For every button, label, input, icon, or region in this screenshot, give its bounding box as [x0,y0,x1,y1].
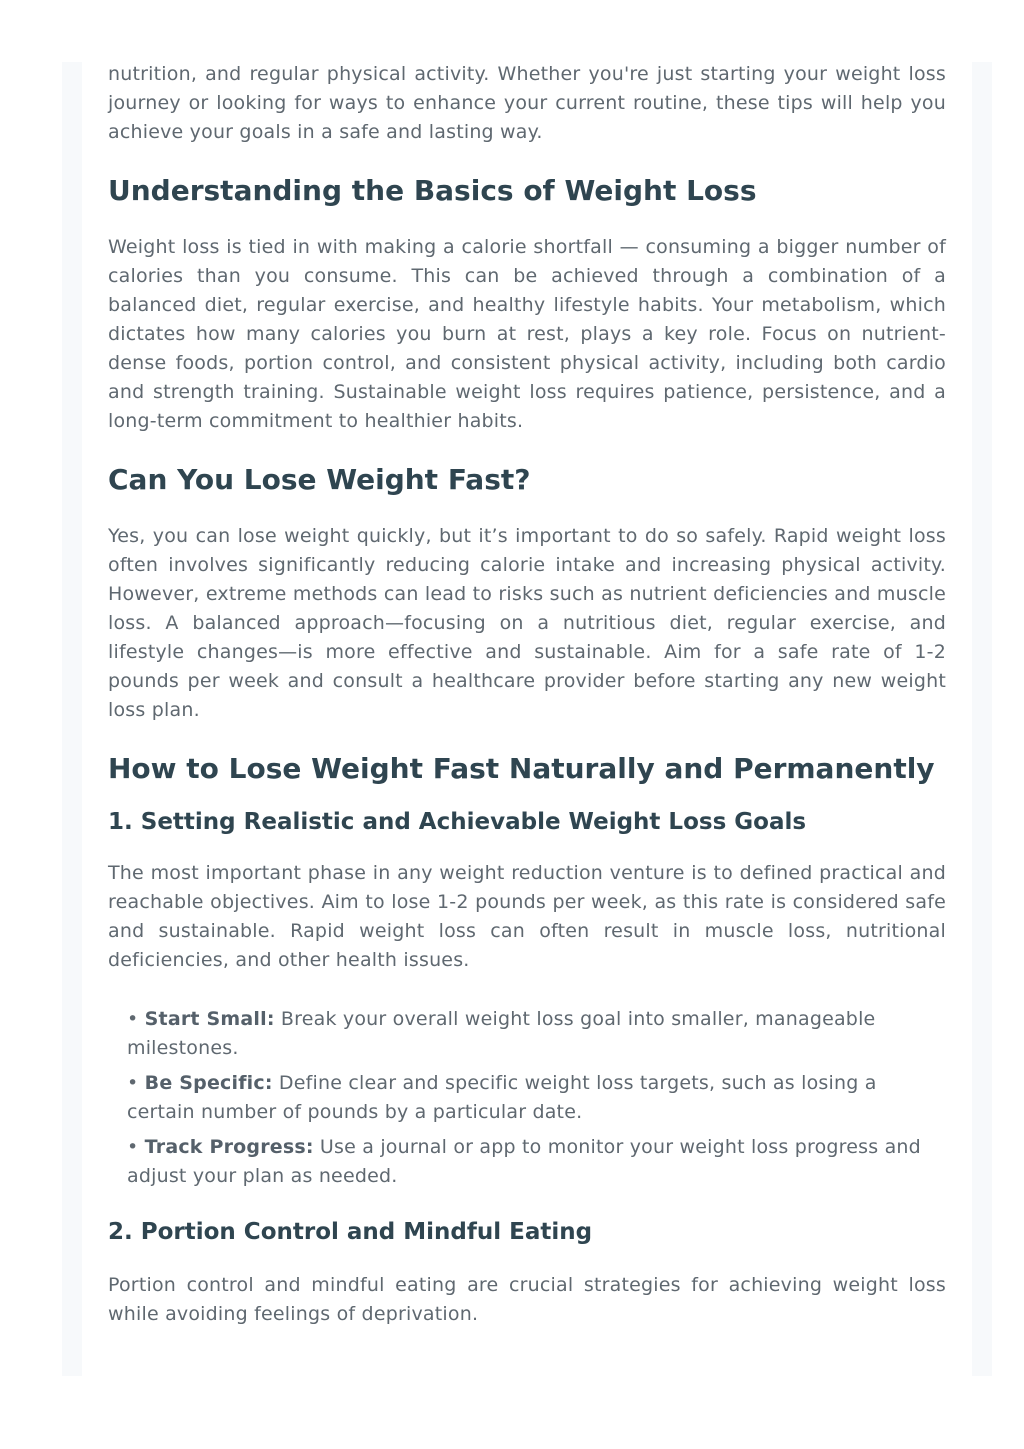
subheading-portion: 2. Portion Control and Mindful Eating [108,1219,593,1245]
list-item [127,1069,946,1127]
article-content [82,62,972,1376]
heading-basics: Understanding the Basics of Weight Loss [108,174,757,207]
bullet-label: Start Small: [144,1008,275,1030]
bullet-label: Track Progress: [144,1136,314,1158]
heading-lose-fast: Can You Lose Weight Fast? [108,463,531,496]
bullet-dot: • [127,1008,139,1030]
goals-bullet-list [108,1005,946,1191]
bullet-text: Define clear and specific weight loss targets, such as losing a certain number of pounds by a particular date. [127,1072,877,1123]
bullet-text: Use a journal or app to monitor your weight loss progress and adjust your plan as needed. [127,1136,921,1187]
bullet-dot: • [127,1072,139,1094]
intro-paragraph: nutrition, and regular physical activity. Whether you're just starting your weight loss journey or looking for ways to enhance your current routine, these tips will help you achieve your goals in a safe and lasting way. [108,63,946,143]
paragraph-portion: Portion control and mindful eating are crucial strategies for achieving weight loss while avoiding feelings of deprivation. [108,1274,946,1325]
list-item [127,1005,946,1063]
bullet-label: Be Specific: [144,1072,273,1094]
list-item [127,1133,946,1191]
heading-naturally: How to Lose Weight Fast Naturally and Permanently [108,752,935,785]
article-body [108,62,946,1329]
subheading-goals: 1. Setting Realistic and Achievable Weight Loss Goals [108,809,807,835]
bullet-dot: • [127,1136,139,1158]
paragraph-basics: Weight loss is tied in with making a calorie shortfall — consuming a bigger number of calories than you consume. This can be achieved through a combination of a balanced diet, regular exercise, and healthy lifestyle habits. Your metabolism, which dictates how many calories you burn at rest, plays a key role. Focus on nutrient-dense foods, portion control, and consistent physical activity, including both cardio and strength training. Sustainable weight loss requires patience, persistence, and a long-term commitment to healthier habits. [108,236,946,432]
paragraph-lose-fast: Yes, you can lose weight quickly, but it’s important to do so safely. Rapid weight loss often involves significantly reducing calorie intake and increasing physical activity. However, extreme methods can lead to risks such as nutrient deficiencies and muscle loss. A balanced approach—focusing on a nutritious diet, regular exercise, and lifestyle changes—is more effective and sustainable. Aim for a safe rate of 1-2 pounds per week and consult a healthcare provider before starting any new weight loss plan. [108,525,946,721]
paragraph-goals: The most important phase in any weight reduction venture is to defined practical and reachable objectives. Aim to lose 1-2 pounds per week, as this rate is considered safe and sustainable. Rapid weight loss can often result in muscle loss, nutritional deficiencies, and other health issues. [108,862,946,971]
bullet-text: Break your overall weight loss goal into smaller, manageable milestones. [127,1008,876,1059]
